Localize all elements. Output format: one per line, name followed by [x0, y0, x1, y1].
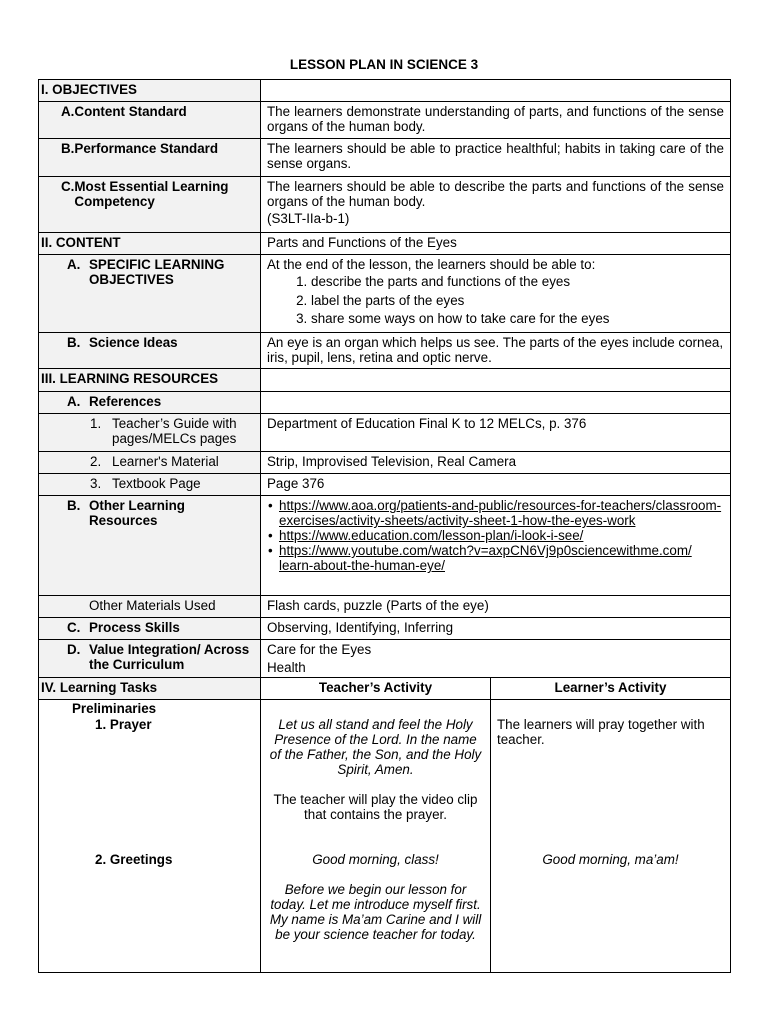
- textbook-page-text: Textbook Page: [112, 476, 201, 491]
- other-resources-key: B.: [67, 498, 81, 513]
- other-resources-label: [39, 496, 261, 596]
- document-title: LESSON PLAN IN SCIENCE 3: [289, 57, 479, 72]
- teachers-guide-key: 1.: [90, 416, 102, 431]
- content-standard-row: [39, 102, 731, 139]
- teacher-activity-cell: [261, 700, 491, 973]
- value-integration-care: Care for the Eyes: [267, 642, 372, 657]
- other-materials-label: Other Materials Used: [39, 596, 261, 618]
- human-eye-link[interactable]: learn-about-the-human-eye/: [279, 558, 445, 573]
- list-item: [279, 528, 724, 543]
- performance-standard-value: The learners should be able to practice healthful; habits in taking care of the sense organs.: [261, 139, 731, 177]
- content-standard-key: A.: [61, 104, 75, 119]
- process-skills-key: C.: [67, 620, 81, 635]
- value-integration-health: Health: [267, 660, 306, 675]
- list-item: 1. describe the parts and functions of the eyes: [311, 274, 724, 289]
- teachers-guide-text: Teacher’s Guide with pages/MELCs pages: [112, 416, 237, 446]
- references-key: A.: [67, 394, 81, 409]
- specific-objectives-text: SPECIFIC LEARNING OBJECTIVES: [89, 257, 225, 287]
- science-ideas-text: Science Ideas: [89, 335, 178, 350]
- objectives-row: [39, 80, 731, 102]
- resource-link-list: [267, 498, 724, 573]
- process-skills-value: Observing, Identifying, Inferring: [261, 618, 731, 640]
- prayer-teacher-text: Let us all stand and feel the Holy Presence of the Lord. In the name of the Father, the Son, and the Holy Spirit, Amen.: [269, 717, 482, 777]
- content-standard-text: Content Standard: [74, 104, 187, 119]
- value-integration-text: Value Integration/ Across the Curriculum: [89, 642, 250, 672]
- content-standard-value: The learners demonstrate understanding of parts, and functions of the sense organs of the human body.: [261, 102, 731, 139]
- list-item: [279, 543, 724, 573]
- resources-heading: III. LEARNING RESOURCES: [39, 369, 261, 392]
- process-skills-text: Process Skills: [89, 620, 180, 635]
- other-resources-value: [261, 496, 731, 596]
- specific-objectives-label: [39, 255, 261, 333]
- process-skills-row: [39, 618, 731, 640]
- performance-standard-label: [39, 139, 261, 177]
- specific-objectives-key: A.: [67, 257, 81, 272]
- prayer-teacher-note: The teacher will play the video clip that contains the prayer.: [273, 792, 478, 822]
- learning-tasks-header-row: [39, 678, 731, 700]
- content-heading: II. CONTENT: [39, 233, 261, 255]
- textbook-page-value: Page 376: [261, 474, 731, 496]
- performance-standard-row: [39, 139, 731, 177]
- content-value: Parts and Functions of the Eyes: [261, 233, 731, 255]
- process-skills-label: [39, 618, 261, 640]
- content-standard-label: [39, 102, 261, 139]
- references-text: References: [89, 394, 162, 409]
- performance-standard-key: B.: [61, 141, 75, 156]
- references-label: [39, 392, 261, 414]
- melc-description: The learners should be able to describe the parts and functions of the sense organs of the human body.: [267, 179, 724, 209]
- learners-material-label: [39, 452, 261, 474]
- tasks-steps-cell: [39, 700, 261, 973]
- objectives-heading: I. OBJECTIVES: [39, 80, 261, 102]
- learners-material-text: Learner's Material: [112, 454, 219, 469]
- objectives-value: [261, 80, 731, 102]
- learning-tasks-heading: IV. Learning Tasks: [39, 678, 261, 700]
- melc-text: Most Essential Learning Competency: [74, 179, 229, 209]
- preliminaries-label: Preliminaries: [72, 701, 157, 716]
- lesson-plan-table: [38, 79, 731, 973]
- list-item: [279, 498, 724, 528]
- value-integration-value: [261, 640, 731, 678]
- resources-row: [39, 369, 731, 392]
- specific-objectives-list: [267, 274, 724, 326]
- other-materials-row: [39, 596, 731, 618]
- other-materials-value: Flash cards, puzzle (Parts of the eye): [261, 596, 731, 618]
- textbook-page-row: [39, 474, 731, 496]
- learners-material-key: 2.: [90, 454, 102, 469]
- youtube-link[interactable]: https://www.youtube.com/watch?v=axpCN6Vj9p0sciencewithme.com/: [279, 543, 692, 558]
- melc-row: [39, 177, 731, 233]
- specific-objectives-row: [39, 255, 731, 333]
- teachers-guide-row: [39, 414, 731, 452]
- textbook-page-label: [39, 474, 261, 496]
- learner-activity-header: Learner’s Activity: [491, 678, 731, 700]
- science-ideas-value: An eye is an organ which helps us see. The parts of the eyes include cornea, iris, pupil, lens, retina and optic nerve.: [261, 333, 731, 369]
- value-integration-label: [39, 640, 261, 678]
- melc-label: [39, 177, 261, 233]
- melc-key: C.: [61, 179, 75, 194]
- greetings-label: 2. Greetings: [95, 852, 173, 867]
- melc-code: (S3LT-IIa-b-1): [267, 211, 350, 226]
- learner-activity-cell: [491, 700, 731, 973]
- performance-standard-text: Performance Standard: [74, 141, 219, 156]
- teachers-guide-value: Department of Education Final K to 12 MELCs, p. 376: [261, 414, 731, 452]
- science-ideas-row: [39, 333, 731, 369]
- prayer-learner-text: The learners will pray together with teacher.: [497, 717, 705, 747]
- aoa-link[interactable]: https://www.aoa.org/patients-and-public/resources-for-teachers/classroom-exercises/activity-sheets/activity-sheet-1-how-the-eyes-work: [279, 498, 722, 528]
- greetings-teacher-text: Good morning, class!: [312, 852, 439, 867]
- content-row: [39, 233, 731, 255]
- other-resources-text: Other Learning Resources: [89, 498, 185, 528]
- textbook-page-key: 3.: [90, 476, 102, 491]
- list-item: 2. label the parts of the eyes: [311, 293, 724, 308]
- other-resources-row: [39, 496, 731, 596]
- greetings-learner-text: Good morning, ma’am!: [542, 852, 679, 867]
- melc-value: [261, 177, 731, 233]
- teachers-guide-label: [39, 414, 261, 452]
- references-value: [261, 392, 731, 414]
- learners-material-value: Strip, Improvised Television, Real Camera: [261, 452, 731, 474]
- science-ideas-label: [39, 333, 261, 369]
- value-integration-row: [39, 640, 731, 678]
- specific-objectives-value: [261, 255, 731, 333]
- learning-tasks-row: [39, 700, 731, 973]
- science-ideas-key: B.: [67, 335, 81, 350]
- references-row: [39, 392, 731, 414]
- teacher-activity-header: Teacher’s Activity: [261, 678, 491, 700]
- list-item: 3. share some ways on how to take care for the eyes: [311, 311, 724, 326]
- resources-value: [261, 369, 731, 392]
- value-integration-key: D.: [67, 642, 81, 657]
- greetings-teacher-intro: Before we begin our lesson for today. Let me introduce myself first. My name is Ma’am Carine and I will be your science teacher for today.: [269, 882, 482, 942]
- education-link[interactable]: https://www.education.com/lesson-plan/i-look-i-see/: [279, 528, 584, 543]
- learners-material-row: [39, 452, 731, 474]
- specific-objectives-intro: At the end of the lesson, the learners should be able to:: [267, 257, 596, 272]
- prayer-label: 1. Prayer: [95, 717, 152, 732]
